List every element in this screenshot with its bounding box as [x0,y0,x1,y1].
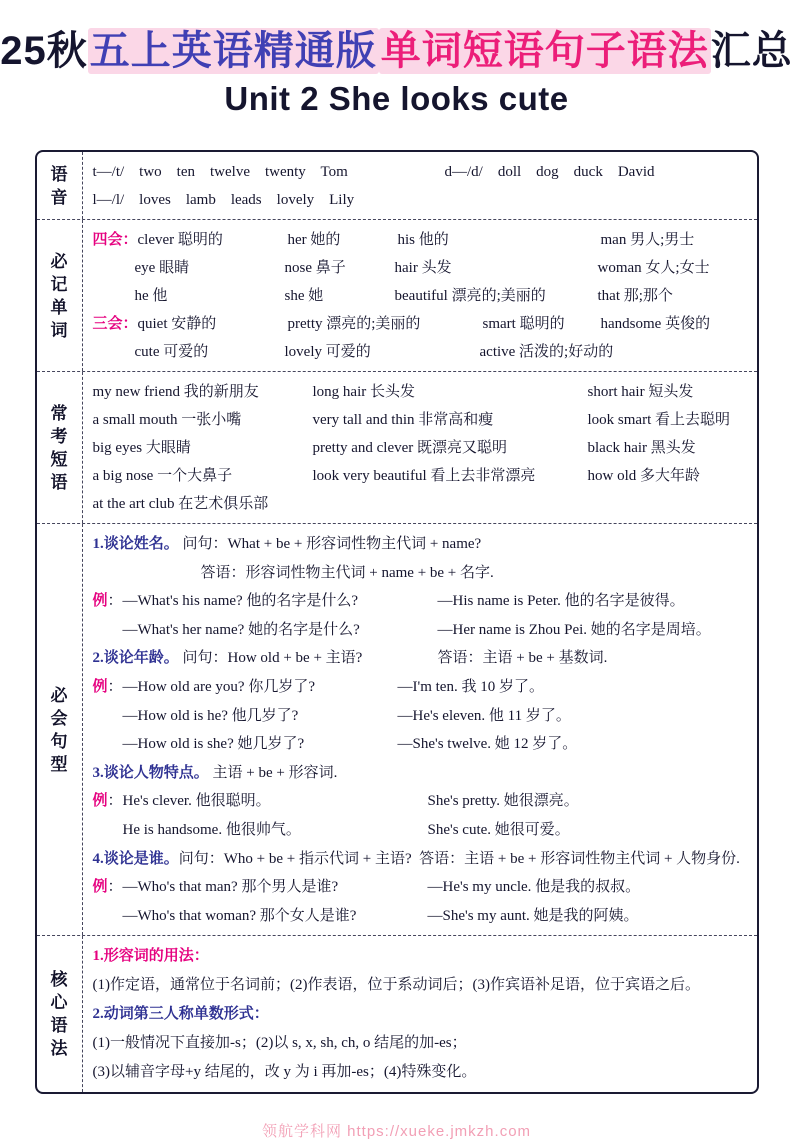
row-label-char: 型 [50,754,68,774]
text-segment: she 她 [284,288,324,304]
text-cell [93,845,740,874]
text-line [93,530,749,559]
text-line [93,490,749,518]
text-segment: 主语 + be + 形容词. [208,764,338,781]
text-line [93,616,749,645]
text-cell [398,702,571,731]
text-cell [135,338,285,366]
text-segment: handsome 英俊的 [600,316,711,332]
text-cell [288,310,483,338]
row-content [83,936,757,1092]
text-line [93,673,749,702]
text-segment: She's cute. 她很可爱。 [427,821,570,838]
text-segment: —How old is he? 他几岁了? [122,707,299,724]
text-cell [93,186,355,214]
text-segment: 1.形容词的用法： [92,948,209,965]
row-label-char: 考 [50,426,68,446]
text-segment: 例 [92,593,108,610]
row-content [83,372,757,523]
text-cell [438,616,711,645]
row-label-char: 心 [50,993,68,1013]
title-topics-highlight: 单词短语句子语法 [380,29,709,73]
text-segment: ：He's clever. 他很聪明。 [107,793,271,810]
text-segment: at the art club 在艺术俱乐部 [92,496,269,512]
table-row-grammar [37,935,757,1092]
text-segment: her 她的 [287,232,341,248]
text-cell [93,942,209,971]
text-segment: 4.谈论是谁。 [92,850,179,867]
text-cell [138,226,288,254]
text-segment: —He's eleven. 他 11 岁了。 [397,707,571,724]
text-cell [285,282,395,310]
text-cell [598,254,710,282]
text-cell [288,226,398,254]
text-line [93,226,749,254]
text-segment: 1.谈论姓名。 [92,536,179,552]
text-segment: —His name is Peter. 他的名字是彼得。 [437,593,685,610]
row-label [37,936,83,1092]
text-segment: pretty and clever 既漂亮又聪明 [312,440,508,456]
text-segment: 答语：主语 + be + 基数词. [437,650,608,667]
text-segment: 问句：What + be + 形容词性物主代词 + name? [178,536,482,552]
text-segment: ：—How old are you? 你几岁了? [107,678,315,695]
text-cell [588,378,694,406]
text-segment: that 那;那个 [597,288,673,304]
text-line [93,559,749,588]
row-label-char: 句 [50,731,68,751]
text-cell [313,406,588,434]
text-segment: pretty 漂亮的;美丽的 [287,316,421,332]
text-segment: 例 [92,678,108,695]
text-cell [93,158,445,186]
text-segment: (1)一般情况下直接加-s；(2)以 s, x, sh, ch, o 结尾的加-es； [92,1035,467,1052]
text-cell [601,310,711,338]
row-label-char: 单 [50,297,68,317]
page-title [0,26,793,76]
text-line [93,942,749,971]
text-cell [93,587,438,616]
row-label [37,220,83,371]
text-cell [313,378,588,406]
text-segment: ：—Who's that man? 那个男人是谁? [107,879,339,896]
row-label [37,152,83,219]
table-row-phrases [37,371,757,523]
text-cell [395,282,598,310]
text-cell [201,559,494,588]
row-label-char: 法 [50,1039,68,1059]
text-line [93,873,749,902]
text-line [93,310,749,338]
text-cell [93,310,138,338]
text-line [93,378,749,406]
text-cell [601,226,695,254]
text-cell [445,158,655,186]
text-segment: l—/l/ loves lamb leads lovely Lily [92,192,355,208]
text-segment: 例 [92,879,108,896]
text-segment: 三会： [92,316,138,332]
row-label-char: 常 [50,403,68,423]
text-cell [313,462,588,490]
text-cell [438,644,608,673]
text-segment: a small mouth 一张小嘴 [92,412,242,428]
text-line [93,158,749,186]
text-cell [93,644,438,673]
text-cell [93,434,313,462]
text-line [93,845,749,874]
text-segment: —Her name is Zhou Pei. 她的名字是周培。 [437,621,711,638]
text-cell [123,702,398,731]
text-segment: nose 鼻子 [284,260,346,276]
text-line [93,338,749,366]
text-cell [93,873,428,902]
text-line [93,462,749,490]
row-label-char: 语 [50,472,68,492]
text-cell [398,226,601,254]
title-suffix: 汇总 [710,29,793,73]
row-label [37,372,83,523]
row-label [37,524,83,935]
text-line [93,971,749,1000]
text-segment: hair 头发 [394,260,452,276]
text-segment: t—/t/ two ten twelve twenty Tom [92,164,348,180]
text-segment: 答语：形容词性物主代词 + name + be + 名字. [200,564,494,581]
text-line [93,434,749,462]
text-segment: eye 眼睛 [134,260,190,276]
text-line [93,816,749,845]
text-cell [428,902,639,931]
text-segment: She's pretty. 她很漂亮。 [427,793,579,810]
text-segment: look very beautiful 看上去非常漂亮 [312,468,536,484]
text-segment: big eyes 大眼睛 [92,440,191,456]
text-segment: (3)以辅音字母+y 结尾的，改 y 为 i 再加-es；(4)特殊变化。 [92,1064,477,1081]
text-segment: 3.谈论人物特点。 [92,764,209,781]
text-cell [135,254,285,282]
text-segment: woman 女人;女士 [597,260,710,276]
title-prefix: 25秋 [0,29,88,73]
text-line [93,902,749,931]
text-segment: He is handsome. 他很帅气。 [122,821,301,838]
text-cell [123,616,438,645]
text-segment: d—/d/ doll dog duck David [444,164,655,180]
text-line [93,282,749,310]
text-segment: —Who's that woman? 那个女人是谁? [122,907,357,924]
text-segment: —What's her name? 她的名字是什么? [122,621,360,638]
text-cell [398,730,578,759]
text-cell [480,338,614,366]
text-cell [93,971,700,1000]
text-segment: —I'm ten. 我 10 岁了。 [397,678,544,695]
text-segment: lovely 可爱的 [284,344,371,360]
text-line [93,1000,749,1029]
text-cell [123,730,398,759]
text-line [93,406,749,434]
row-content [83,220,757,371]
row-label-char: 词 [50,320,68,340]
text-cell [93,530,482,559]
text-segment: long hair 长头发 [312,384,415,400]
text-cell [588,462,701,490]
text-segment: 2.谈论年龄。 [92,650,179,667]
table-row-phonics [37,152,757,219]
text-cell [93,1000,269,1029]
text-segment: —How old is she? 她几岁了? [122,736,305,753]
text-segment: (1)作定语，通常位于名词前；(2)作表语，位于系动词后；(3)作宾语补足语，位于宾语之后。 [92,977,700,994]
text-segment: —He's my uncle. 他是我的叔叔。 [427,879,641,896]
text-cell [93,1058,477,1087]
text-segment: 例 [92,793,108,810]
text-cell [588,406,731,434]
row-content [83,152,757,219]
text-segment: his 他的 [397,232,449,248]
text-cell [123,816,428,845]
text-segment: 四会： [92,232,138,248]
text-segment: how old 多大年龄 [587,468,701,484]
text-cell [93,226,138,254]
table-row-sentences [37,523,757,935]
text-cell [285,254,395,282]
text-cell [598,282,673,310]
text-cell [93,462,313,490]
text-segment: look smart 看上去聪明 [587,412,730,428]
text-cell [438,587,685,616]
row-label-char: 记 [50,274,68,294]
row-label-char: 必 [50,251,68,271]
text-segment: man 男人;男士 [600,232,695,248]
text-segment: 问句：How old + be + 主语? [178,650,363,667]
text-cell [313,434,588,462]
text-cell [483,310,601,338]
table-row-words [37,219,757,371]
text-line [93,787,749,816]
text-line [93,1029,749,1058]
text-cell [138,310,288,338]
text-line [93,1058,749,1087]
text-cell [285,338,480,366]
text-cell [395,254,598,282]
unit-subtitle: Unit 2 She looks cute [224,80,569,117]
text-segment: cute 可爱的 [134,344,209,360]
text-cell [428,787,579,816]
text-segment: short hair 短头发 [587,384,694,400]
text-cell [398,673,544,702]
text-cell [93,787,428,816]
text-cell [93,406,313,434]
text-segment: he 他 [134,288,168,304]
row-content [83,524,757,935]
text-cell [93,673,398,702]
text-cell [93,490,269,518]
footer-watermark: 领航学科网 https://xueke.jmkzh.com [261,1123,532,1140]
text-cell [93,759,338,788]
text-cell [135,282,285,310]
text-cell [428,873,641,902]
text-segment: 问句：Who + be + 指示代词 + 主语? 答语：主语 + be + 形容词性物主代词 + 人物身份. [178,850,740,867]
row-label-char: 语 [50,164,68,184]
text-cell [93,378,313,406]
text-line [93,254,749,282]
text-segment: —She's twelve. 她 12 岁了。 [397,736,578,753]
text-segment: a big nose 一个大鼻子 [92,468,233,484]
text-line [93,587,749,616]
study-table [35,150,759,1094]
row-label-char: 语 [50,1016,68,1036]
text-cell [123,902,428,931]
row-label-char: 必 [50,685,68,705]
row-label-char: 短 [50,449,68,469]
row-label-char: 会 [50,708,68,728]
text-segment: ：—What's his name? 他的名字是什么? [107,593,359,610]
text-segment: black hair 黑头发 [587,440,696,456]
text-line [93,759,749,788]
text-line [93,702,749,731]
text-cell [588,434,696,462]
text-line [93,730,749,759]
text-line [93,644,749,673]
text-segment: smart 聪明的 [482,316,565,332]
text-line [93,186,749,214]
text-cell [428,816,570,845]
text-segment: —She's my aunt. 她是我的阿姨。 [427,907,639,924]
row-label-char: 音 [50,187,68,207]
text-segment: my new friend 我的新朋友 [92,384,259,400]
text-segment: active 活泼的;好动的 [479,344,614,360]
title-edition-highlight: 五上英语精通版 [89,29,377,73]
text-segment: clever 聪明的 [137,232,223,248]
text-segment: beautiful 漂亮的;美丽的 [394,288,546,304]
text-segment: 2.动词第三人称单数形式： [92,1006,269,1023]
text-segment: quiet 安静的 [137,316,217,332]
text-segment: very tall and thin 非常高和瘦 [312,412,494,428]
row-label-char: 核 [50,970,68,990]
text-cell [93,1029,467,1058]
